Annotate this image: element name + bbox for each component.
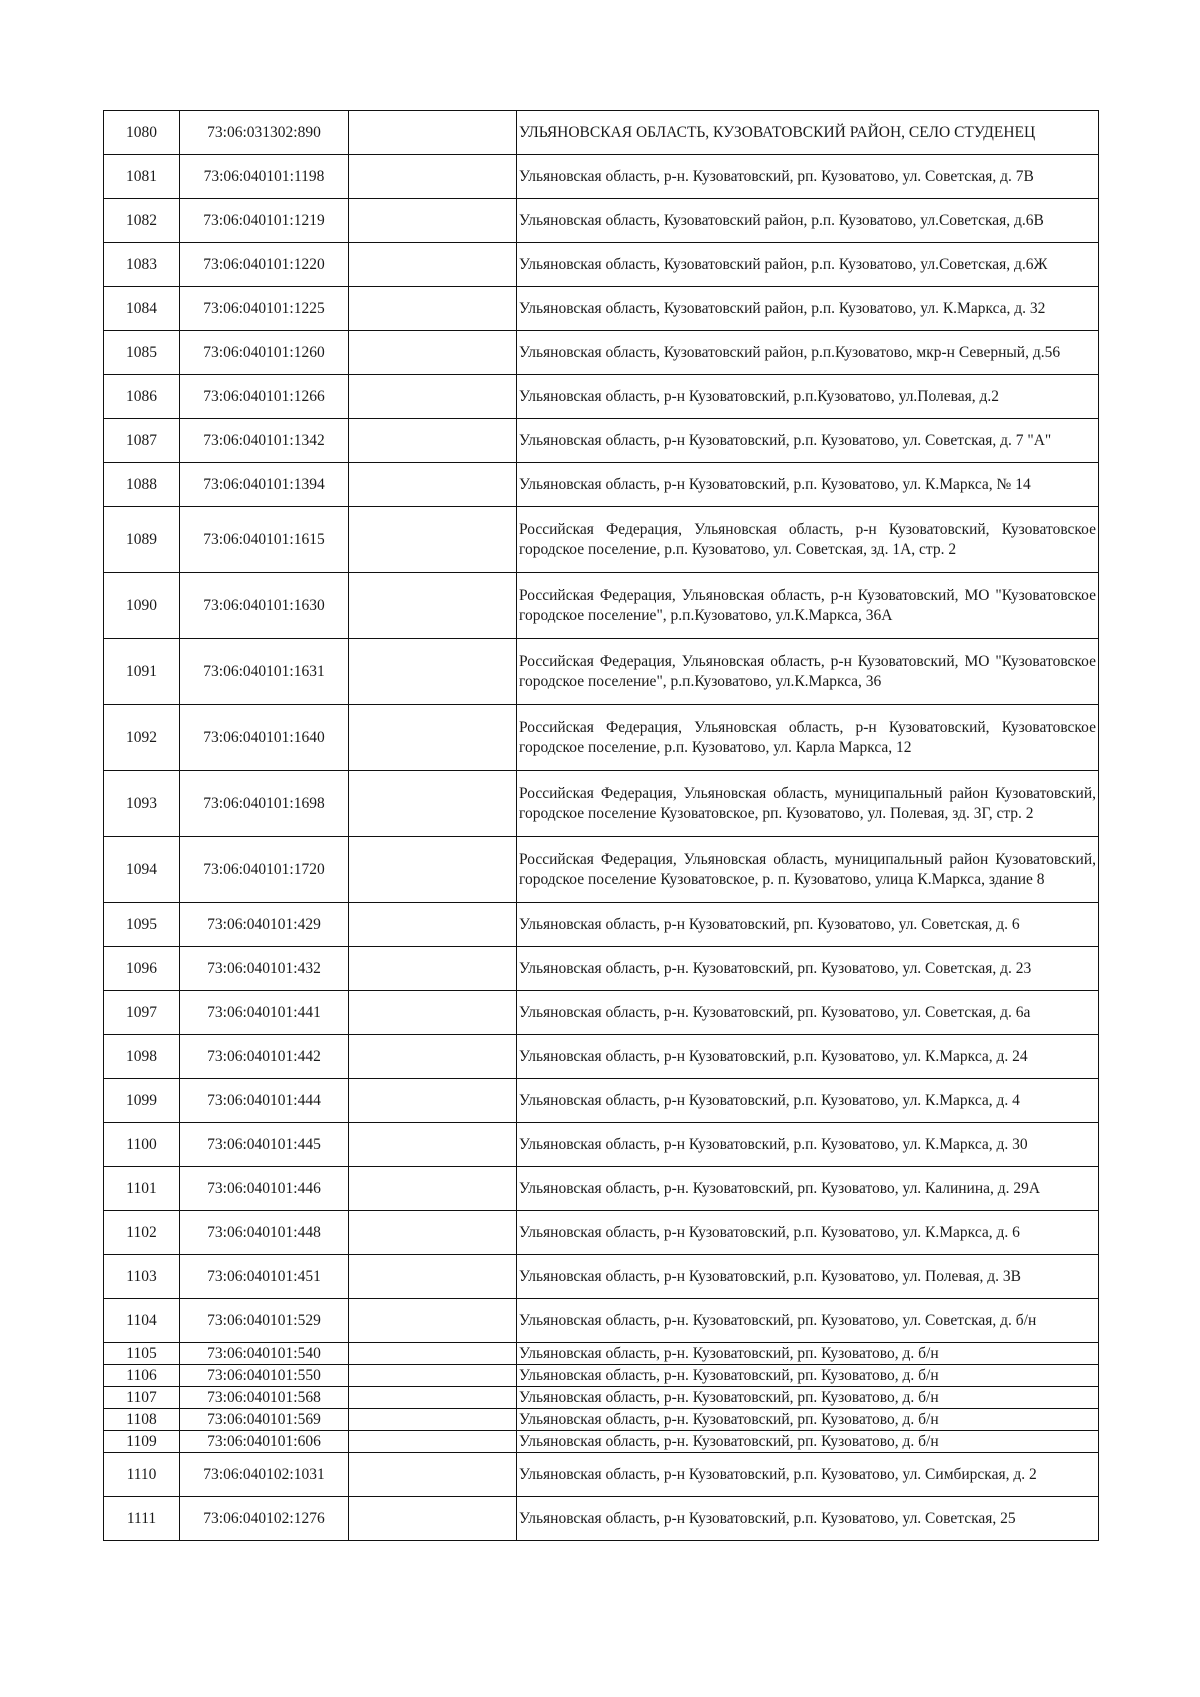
- cadastral-number: 73:06:031302:890: [180, 111, 349, 155]
- table-row: [104, 1035, 1099, 1079]
- empty-cell: [349, 1343, 517, 1365]
- empty-cell: [349, 1123, 517, 1167]
- address: Ульяновская область, р-н Кузоватовский, рп. Кузоватово, ул. Советская, д. 6: [517, 903, 1099, 947]
- row-number: 1091: [104, 639, 180, 705]
- row-number: 1098: [104, 1035, 180, 1079]
- table-row: [104, 463, 1099, 507]
- cadastral-number: 73:06:040101:445: [180, 1123, 349, 1167]
- table-row: [104, 419, 1099, 463]
- address: Ульяновская область, р-н Кузоватовский, р.п. Кузоватово, ул. Советская, д. 7 "А": [517, 419, 1099, 463]
- row-number: 1093: [104, 771, 180, 837]
- cadastral-number: 73:06:040101:446: [180, 1167, 349, 1211]
- address: Российская Федерация, Ульяновская область, муниципальный район Кузоватовский, городское поселение Кузоватовское, рп. Кузоватово, ул. Полевая, зд. 3Г, стр. 2: [517, 771, 1099, 837]
- cadastral-number: 73:06:040101:1260: [180, 331, 349, 375]
- row-number: 1089: [104, 507, 180, 573]
- row-number: 1102: [104, 1211, 180, 1255]
- table-row: [104, 1211, 1099, 1255]
- empty-cell: [349, 419, 517, 463]
- empty-cell: [349, 771, 517, 837]
- cadastral-number: 73:06:040101:432: [180, 947, 349, 991]
- empty-cell: [349, 573, 517, 639]
- row-number: 1094: [104, 837, 180, 903]
- empty-cell: [349, 705, 517, 771]
- empty-cell: [349, 1211, 517, 1255]
- table-row: [104, 573, 1099, 639]
- empty-cell: [349, 1387, 517, 1409]
- cadastral-number: 73:06:040101:448: [180, 1211, 349, 1255]
- table-row: [104, 243, 1099, 287]
- address: Российская Федерация, Ульяновская область, муниципальный район Кузоватовский, городское поселение Кузоватовское, р. п. Кузоватово, улица К.Маркса, здание 8: [517, 837, 1099, 903]
- empty-cell: [349, 1035, 517, 1079]
- row-number: 1105: [104, 1343, 180, 1365]
- address: Ульяновская область, р-н Кузоватовский, р.п. Кузоватово, ул. Советская, 25: [517, 1497, 1099, 1541]
- empty-cell: [349, 903, 517, 947]
- address: УЛЬЯНОВСКАЯ ОБЛАСТЬ, КУЗОВАТОВСКИЙ РАЙОН, СЕЛО СТУДЕНЕЦ: [517, 111, 1099, 155]
- row-number: 1109: [104, 1431, 180, 1453]
- empty-cell: [349, 155, 517, 199]
- cadastral-number: 73:06:040101:1220: [180, 243, 349, 287]
- cadastral-number: 73:06:040101:568: [180, 1387, 349, 1409]
- cadastral-number: 73:06:040101:1342: [180, 419, 349, 463]
- address: Ульяновская область, р-н Кузоватовский, р.п. Кузоватово, ул. К.Маркса, д. 24: [517, 1035, 1099, 1079]
- address: Российская Федерация, Ульяновская область, р-н Кузоватовский, МО "Кузоватовское городское поселение", р.п.Кузоватово, ул.К.Маркса, 36: [517, 639, 1099, 705]
- empty-cell: [349, 1409, 517, 1431]
- empty-cell: [349, 947, 517, 991]
- address: Ульяновская область, р-н Кузоватовский, р.п. Кузоватово, ул. К.Маркса, № 14: [517, 463, 1099, 507]
- row-number: 1092: [104, 705, 180, 771]
- empty-cell: [349, 287, 517, 331]
- address: Российская Федерация, Ульяновская область, р-н Кузоватовский, Кузоватовское городское поселение, р.п. Кузоватово, ул. Советская, зд. 1А, стр. 2: [517, 507, 1099, 573]
- address: Ульяновская область, р-н. Кузоватовский, рп. Кузоватово, ул. Советская, д. 23: [517, 947, 1099, 991]
- cadastral-number: 73:06:040101:1225: [180, 287, 349, 331]
- table-row: [104, 991, 1099, 1035]
- cadastral-number: 73:06:040101:1266: [180, 375, 349, 419]
- empty-cell: [349, 375, 517, 419]
- empty-cell: [349, 1255, 517, 1299]
- address: Ульяновская область, р-н. Кузоватовский, рп. Кузоватово, ул. Советская, д. б/н: [517, 1299, 1099, 1343]
- row-number: 1095: [104, 903, 180, 947]
- cadastral-number: 73:06:040101:569: [180, 1409, 349, 1431]
- table-row: [104, 155, 1099, 199]
- cadastral-number: 73:06:040101:1640: [180, 705, 349, 771]
- table-row: [104, 947, 1099, 991]
- row-number: 1107: [104, 1387, 180, 1409]
- row-number: 1101: [104, 1167, 180, 1211]
- cadastral-number: 73:06:040101:606: [180, 1431, 349, 1453]
- empty-cell: [349, 507, 517, 573]
- empty-cell: [349, 463, 517, 507]
- table-row: [104, 375, 1099, 419]
- table-row: [104, 1343, 1099, 1365]
- empty-cell: [349, 1365, 517, 1387]
- cadastral-number: 73:06:040101:1698: [180, 771, 349, 837]
- table-row: [104, 331, 1099, 375]
- address: Ульяновская область, р-н. Кузоватовский, рп. Кузоватово, д. б/н: [517, 1431, 1099, 1453]
- empty-cell: [349, 199, 517, 243]
- table-row: [104, 1409, 1099, 1431]
- empty-cell: [349, 639, 517, 705]
- address: Ульяновская область, р-н. Кузоватовский, рп. Кузоватово, ул. Калинина, д. 29А: [517, 1167, 1099, 1211]
- table-row: [104, 111, 1099, 155]
- row-number: 1090: [104, 573, 180, 639]
- cadastral-number: 73:06:040101:1394: [180, 463, 349, 507]
- address: Ульяновская область, р-н. Кузоватовский, рп. Кузоватово, д. б/н: [517, 1409, 1099, 1431]
- property-register-table: [103, 110, 1099, 1541]
- address: Российская Федерация, Ульяновская область, р-н Кузоватовский, МО "Кузоватовское городское поселение", р.п.Кузоватово, ул.К.Маркса, 36А: [517, 573, 1099, 639]
- table-row: [104, 837, 1099, 903]
- cadastral-number: 73:06:040101:1615: [180, 507, 349, 573]
- row-number: 1085: [104, 331, 180, 375]
- table-row: [104, 639, 1099, 705]
- row-number: 1104: [104, 1299, 180, 1343]
- address: Ульяновская область, р-н Кузоватовский, р.п. Кузоватово, ул. Полевая, д. 3В: [517, 1255, 1099, 1299]
- table-row: [104, 1365, 1099, 1387]
- table-row: [104, 1387, 1099, 1409]
- table-row: [104, 1453, 1099, 1497]
- address: Ульяновская область, Кузоватовский район, р.п.Кузоватово, мкр-н Северный, д.56: [517, 331, 1099, 375]
- table-row: [104, 1123, 1099, 1167]
- row-number: 1103: [104, 1255, 180, 1299]
- empty-cell: [349, 331, 517, 375]
- empty-cell: [349, 111, 517, 155]
- empty-cell: [349, 1299, 517, 1343]
- empty-cell: [349, 1453, 517, 1497]
- empty-cell: [349, 1167, 517, 1211]
- table-row: [104, 1255, 1099, 1299]
- table-row: [104, 199, 1099, 243]
- table-row: [104, 1079, 1099, 1123]
- row-number: 1084: [104, 287, 180, 331]
- cadastral-number: 73:06:040101:1219: [180, 199, 349, 243]
- cadastral-number: 73:06:040101:451: [180, 1255, 349, 1299]
- address: Российская Федерация, Ульяновская область, р-н Кузоватовский, Кузоватовское городское поселение, р.п. Кузоватово, ул. Карла Маркса, 12: [517, 705, 1099, 771]
- cadastral-number: 73:06:040101:550: [180, 1365, 349, 1387]
- address: Ульяновская область, р-н. Кузоватовский, рп. Кузоватово, д. б/н: [517, 1343, 1099, 1365]
- table-row: [104, 287, 1099, 331]
- empty-cell: [349, 1079, 517, 1123]
- address: Ульяновская область, Кузоватовский район, р.п. Кузоватово, ул.Советская, д.6Ж: [517, 243, 1099, 287]
- cadastral-number: 73:06:040101:1630: [180, 573, 349, 639]
- table-row: [104, 705, 1099, 771]
- cadastral-number: 73:06:040101:441: [180, 991, 349, 1035]
- address: Ульяновская область, р-н. Кузоватовский, рп. Кузоватово, ул. Советская, д. 6а: [517, 991, 1099, 1035]
- cadastral-number: 73:06:040101:429: [180, 903, 349, 947]
- cadastral-number: 73:06:040102:1276: [180, 1497, 349, 1541]
- row-number: 1111: [104, 1497, 180, 1541]
- address: Ульяновская область, р-н Кузоватовский, р.п. Кузоватово, ул. К.Маркса, д. 30: [517, 1123, 1099, 1167]
- empty-cell: [349, 991, 517, 1035]
- table-row: [104, 507, 1099, 573]
- row-number: 1086: [104, 375, 180, 419]
- row-number: 1096: [104, 947, 180, 991]
- empty-cell: [349, 837, 517, 903]
- address: Ульяновская область, Кузоватовский район, р.п. Кузоватово, ул. К.Маркса, д. 32: [517, 287, 1099, 331]
- table-row: [104, 903, 1099, 947]
- row-number: 1081: [104, 155, 180, 199]
- address: Ульяновская область, р-н Кузоватовский, р.п. Кузоватово, ул. К.Маркса, д. 4: [517, 1079, 1099, 1123]
- row-number: 1088: [104, 463, 180, 507]
- cadastral-number: 73:06:040101:1631: [180, 639, 349, 705]
- address: Ульяновская область, р-н Кузоватовский, р.п. Кузоватово, ул. К.Маркса, д. 6: [517, 1211, 1099, 1255]
- table-row: [104, 771, 1099, 837]
- table-row: [104, 1497, 1099, 1541]
- row-number: 1108: [104, 1409, 180, 1431]
- address: Ульяновская область, р-н. Кузоватовский, рп. Кузоватово, ул. Советская, д. 7В: [517, 155, 1099, 199]
- row-number: 1083: [104, 243, 180, 287]
- cadastral-number: 73:06:040101:1198: [180, 155, 349, 199]
- address: Ульяновская область, р-н Кузоватовский, р.п.Кузоватово, ул.Полевая, д.2: [517, 375, 1099, 419]
- cadastral-number: 73:06:040101:529: [180, 1299, 349, 1343]
- cadastral-number: 73:06:040102:1031: [180, 1453, 349, 1497]
- row-number: 1080: [104, 111, 180, 155]
- empty-cell: [349, 1497, 517, 1541]
- row-number: 1087: [104, 419, 180, 463]
- row-number: 1100: [104, 1123, 180, 1167]
- table-row: [104, 1167, 1099, 1211]
- table-row: [104, 1431, 1099, 1453]
- empty-cell: [349, 243, 517, 287]
- address: Ульяновская область, р-н Кузоватовский, р.п. Кузоватово, ул. Симбирская, д. 2: [517, 1453, 1099, 1497]
- row-number: 1082: [104, 199, 180, 243]
- row-number: 1106: [104, 1365, 180, 1387]
- table-row: [104, 1299, 1099, 1343]
- address: Ульяновская область, р-н. Кузоватовский, рп. Кузоватово, д. б/н: [517, 1365, 1099, 1387]
- cadastral-number: 73:06:040101:540: [180, 1343, 349, 1365]
- row-number: 1110: [104, 1453, 180, 1497]
- address: Ульяновская область, Кузоватовский район, р.п. Кузоватово, ул.Советская, д.6В: [517, 199, 1099, 243]
- cadastral-number: 73:06:040101:442: [180, 1035, 349, 1079]
- row-number: 1099: [104, 1079, 180, 1123]
- address: Ульяновская область, р-н. Кузоватовский, рп. Кузоватово, д. б/н: [517, 1387, 1099, 1409]
- empty-cell: [349, 1431, 517, 1453]
- cadastral-number: 73:06:040101:444: [180, 1079, 349, 1123]
- row-number: 1097: [104, 991, 180, 1035]
- cadastral-number: 73:06:040101:1720: [180, 837, 349, 903]
